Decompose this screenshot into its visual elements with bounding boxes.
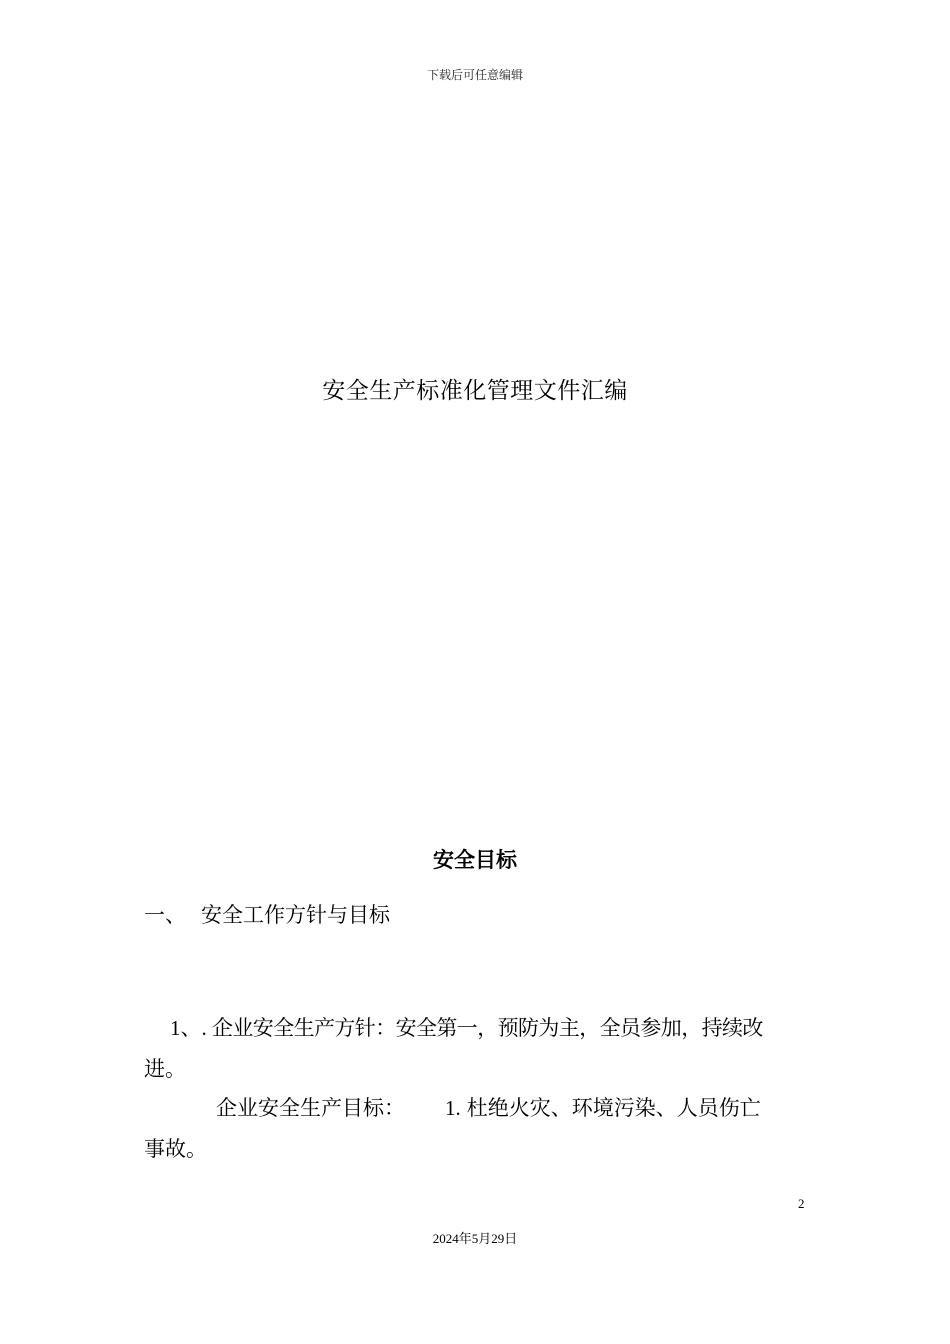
document-title: 安全生产标准化管理文件汇编	[322, 378, 628, 404]
goals-label: 企业安全生产目标：	[216, 1096, 405, 1120]
goal-number: 1.	[445, 1096, 461, 1120]
paragraph-line: 进。	[144, 1057, 186, 1081]
header-note: 下载后可任意编辑	[426, 68, 523, 82]
section-title: 安全目标	[433, 848, 517, 872]
paragraph-safety-policy	[144, 1008, 808, 1090]
paragraph-line	[144, 1088, 808, 1129]
paragraph-line: 事故。	[144, 1137, 207, 1161]
heading-text: 安全工作方针与目标	[201, 903, 390, 927]
policy-text: 企业安全生产方针：安全第一，预防为主，全员参加，持续改	[212, 1016, 763, 1040]
goal-text: 杜绝火灾、环境污染、人员伤亡	[466, 1096, 761, 1120]
heading-number: 一、	[144, 903, 186, 927]
footer-date: 2024年5月29日	[432, 1231, 518, 1246]
page-number: 2	[798, 1196, 805, 1211]
paragraph-safety-goals	[144, 1088, 808, 1170]
heading-level-1	[144, 899, 390, 929]
paragraph-line	[144, 1008, 808, 1049]
list-number: 1、.	[170, 1016, 212, 1040]
